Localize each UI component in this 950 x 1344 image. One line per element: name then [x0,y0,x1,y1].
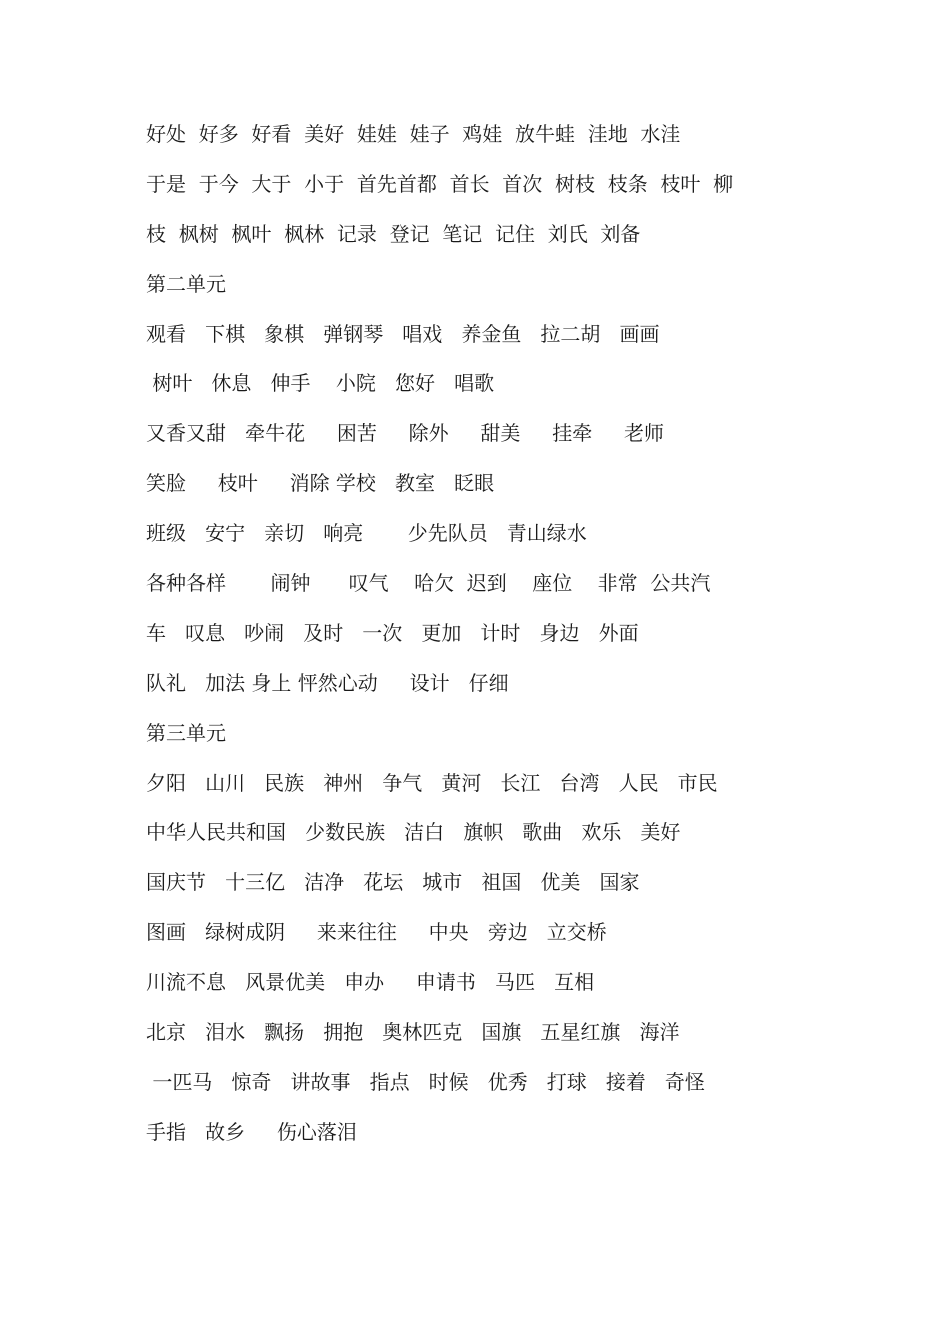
text-line: 夕阳 山川 民族 神州 争气 黄河 长江 台湾 人民 市民 [146,770,718,795]
text-line: 树叶 休息 伸手 小院 您好 唱歌 [146,371,495,396]
text-line: 班级 安宁 亲切 响亮 少先队员 青山绿水 [146,521,587,546]
text-line: 观看 下棋 象棋 弹钢琴 唱戏 养金鱼 拉二胡 画画 [146,321,660,346]
text-line: 国庆节 十三亿 洁净 花坛 城市 祖国 优美 国家 [146,870,640,895]
section-heading: 第二单元 [146,271,226,296]
text-line: 枝 枫树 枫叶 枫林 记录 登记 笔记 记住 刘氏 刘备 [146,221,641,246]
text-line: 又香又甜 牵牛花 困苦 除外 甜美 挂牵 老师 [146,421,665,446]
text-line: 手指 故乡 伤心落泪 [146,1119,357,1144]
text-line: 一匹马 惊奇 讲故事 指点 时候 优秀 打球 接着 奇怪 [146,1069,705,1094]
text-line: 队礼 加法 身上 怦然心动 设计 仔细 [146,670,509,695]
word-list [146,110,826,1158]
text-line: 好处 好多 好看 美好 娃娃 娃子 鸡娃 放牛蛙 洼地 水洼 [146,122,681,146]
text-line: 车 叹息 吵闹 及时 一次 更加 计时 身边 外面 [146,620,639,645]
text-line: 各种各样 闹钟 叹气 哈欠 迟到 座位 非常 公共汽 [146,571,711,596]
text-line: 于是 于今 大于 小于 首先首都 首长 首次 树枝 枝条 枝叶 柳 [146,171,734,196]
section-heading: 第三单元 [146,720,226,745]
text-line: 北京 泪水 飘扬 拥抱 奥林匹克 国旗 五星红旗 海洋 [146,1020,680,1045]
text-line: 笑脸 枝叶 消除 学校 教室 眨眼 [146,471,495,496]
text-line: 川流不息 风景优美 申办 申请书 马匹 互相 [146,970,595,995]
text-line: 图画 绿树成阴 来来往往 中央 旁边 立交桥 [146,920,607,945]
text-line: 中华人民共和国 少数民族 洁白 旗帜 歌曲 欢乐 美好 [146,820,681,845]
